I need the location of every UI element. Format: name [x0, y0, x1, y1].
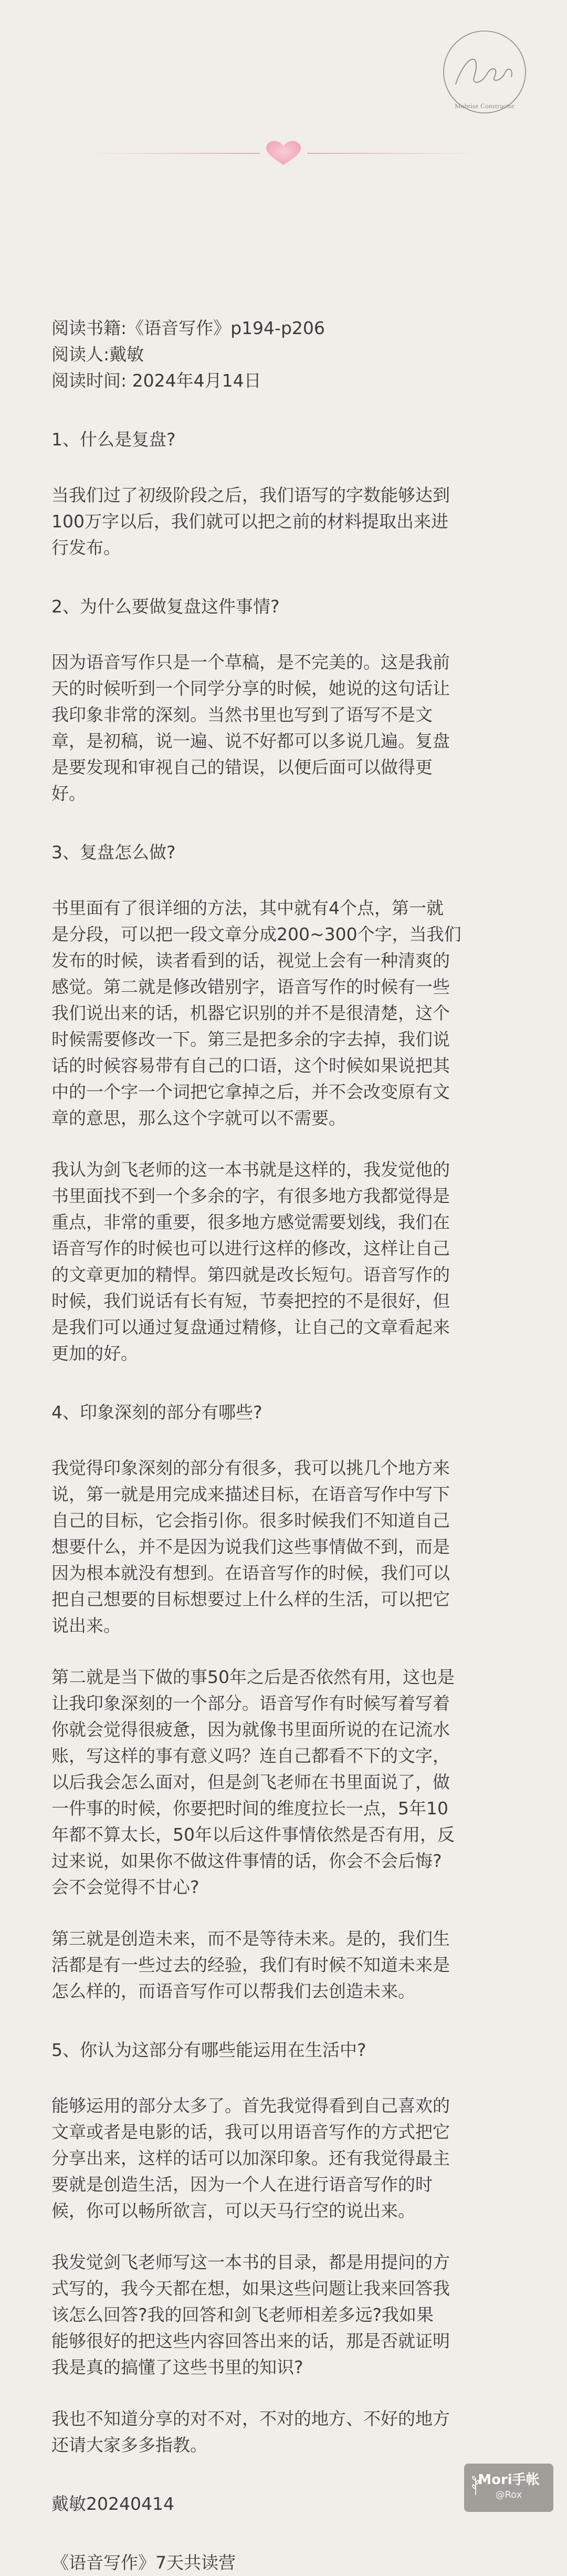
section-paragraph: 书里面有了很详细的方法，其中就有4个点，第一就 是分段，可以把一段文章分成200~300个字，当我们 发布的时候，读者看到的话，视觉上会有一种清爽的 感觉。第二就是修改错别字，语音写作的时候有一些 我们说出来的话，机器它识别的并不是很清楚，这个 时候需要修改一下。第三是把多余的字去掉，我们说 话的时候容易带有自己的口语，这个时候如果说把其 中的一个字一个词把它拿掉之后，并不会改变原有文 章的意思，那么这个字就可以不需要。 [51, 898, 461, 1128]
reading-time: 阅读时间: 2024年4月14日 [51, 370, 261, 391]
reader-name: 阅读人:戴敏 [51, 344, 144, 365]
logo-subtitle: Mobrise Constructor [455, 102, 514, 110]
heart-divider [0, 138, 567, 169]
watermark-handle: @Rox [495, 2489, 522, 2500]
section-paragraph: 我认为剑飞老师的这一本书就是这样的，我发觉他的 书里面找不到一个多余的字，有很多地方我都觉得是 重点，非常的重要，很多地方感觉需要划线，我们在 语音写作的时候也可以进行这样的修改，这样让自己 的文章更加的精悍。第四就是改长短句。语音写作的 时候，我们说话有长有短，节奏把控的不是很好，但 是我们可以通过复盘通过精修，让自己的文章看起来 更加的好。 [51, 1159, 450, 1364]
section-title: 1、什么是复盘? [51, 429, 176, 450]
section-title: 2、为什么要做复盘这件事情? [51, 596, 280, 617]
section-paragraph: 当我们过了初级阶段之后，我们语写的字数能够达到 100万字以后，我们就可以把之前的材料提取出来进 行发布。 [51, 485, 450, 558]
section-paragraph: 我发觉剑飞老师写这一本书的目录，都是用提问的方 式写的，我今天都在想，如果这些问题让我来回答我 该怎么回答?我的回答和剑飞老师相差多远?我如果 能够很好的把这些内容回答出来的话，那是否就证明 我是真的搞懂了这些书里的知识? [51, 2252, 450, 2377]
section-paragraph: 我觉得印象深刻的部分有很多，我可以挑几个地方来 说，第一就是用完成来描述目标，在语音写作中写下 自己的目标，它会指引你。很多时候我们不知道自己 想要什么，并不是因为说我们这些事情做不到，而是 因为根本就没有想到。在语音写作的时候，我们可以 把自己想要的目标想要过上什么样的生活，可以把它 说出来。 [51, 1458, 450, 1636]
section-title: 4、印象深刻的部分有哪些? [51, 1402, 262, 1422]
article-body [51, 315, 524, 2576]
book-title: 阅读书籍:《语音写作》p194-p206 [51, 318, 325, 338]
section-paragraph: 我也不知道分享的对不对，不对的地方、不好的地方 还请大家多多指教。 [51, 2408, 450, 2455]
signature: 戴敏20240414 [51, 2494, 174, 2514]
section-title: 3、复盘怎么做? [51, 842, 176, 863]
section-title: 5、你认为这部分有哪些能运用在生活中? [51, 2040, 366, 2060]
brand-logo [435, 22, 534, 122]
watermark-badge [464, 2464, 553, 2512]
section-paragraph: 能够运用的部分太多了。首先我觉得看到自己喜欢的 文章或者是电影的话，我可以用语音写作的方式把它 分享出来，这样的话可以加深印象。还有我觉得最主 要就是创造生活，因为一个人在进行语音写作的时 候，你可以畅所欲言，可以天马行空的说出来。 [51, 2095, 450, 2221]
watermark-title: Mori手帐 [478, 2472, 540, 2488]
section-paragraph: 因为语音写作只是一个草稿，是不完美的。这是我前 天的时候听到一个同学分享的时候，她说的这句话让 我印象非常的深刻。当然书里也写到了语写不是文 章，是初稿，说一遍、说不好都可以多说几遍。复盘 是要发现和审视自己的错误，以便后面可以做得更 好。 [51, 652, 450, 804]
section-paragraph: 第三就是创造未来，而不是等待未来。是的，我们生 活都是有一些过去的经验，我们有时候不知道未来是 怎么样的，而语音写作可以帮我们去创造未来。 [51, 1928, 450, 2001]
heart-icon [266, 141, 301, 165]
section-paragraph: 第二就是当下做的事50年之后是否依然有用，这也是 让我印象深刻的一个部分。语音写作有时候写着写着 你就会觉得很疲惫，因为就像书里面所说的在记流水 账，写这样的事有意义吗？连自己都看不下的文字， 以后我会怎么面对，但是剑飞老师在书里面说了，做 一件事的时候，你要把时间的维度拉长一点，5年10 年都不算太长，50年以后这件事情依然是否有用，反 过来说，如果你不做这件事情的话，你会不会后悔? 会不会觉得不甘心? [51, 1667, 455, 1897]
footer-note: 《语音写作》7天共读营 [51, 2552, 236, 2573]
